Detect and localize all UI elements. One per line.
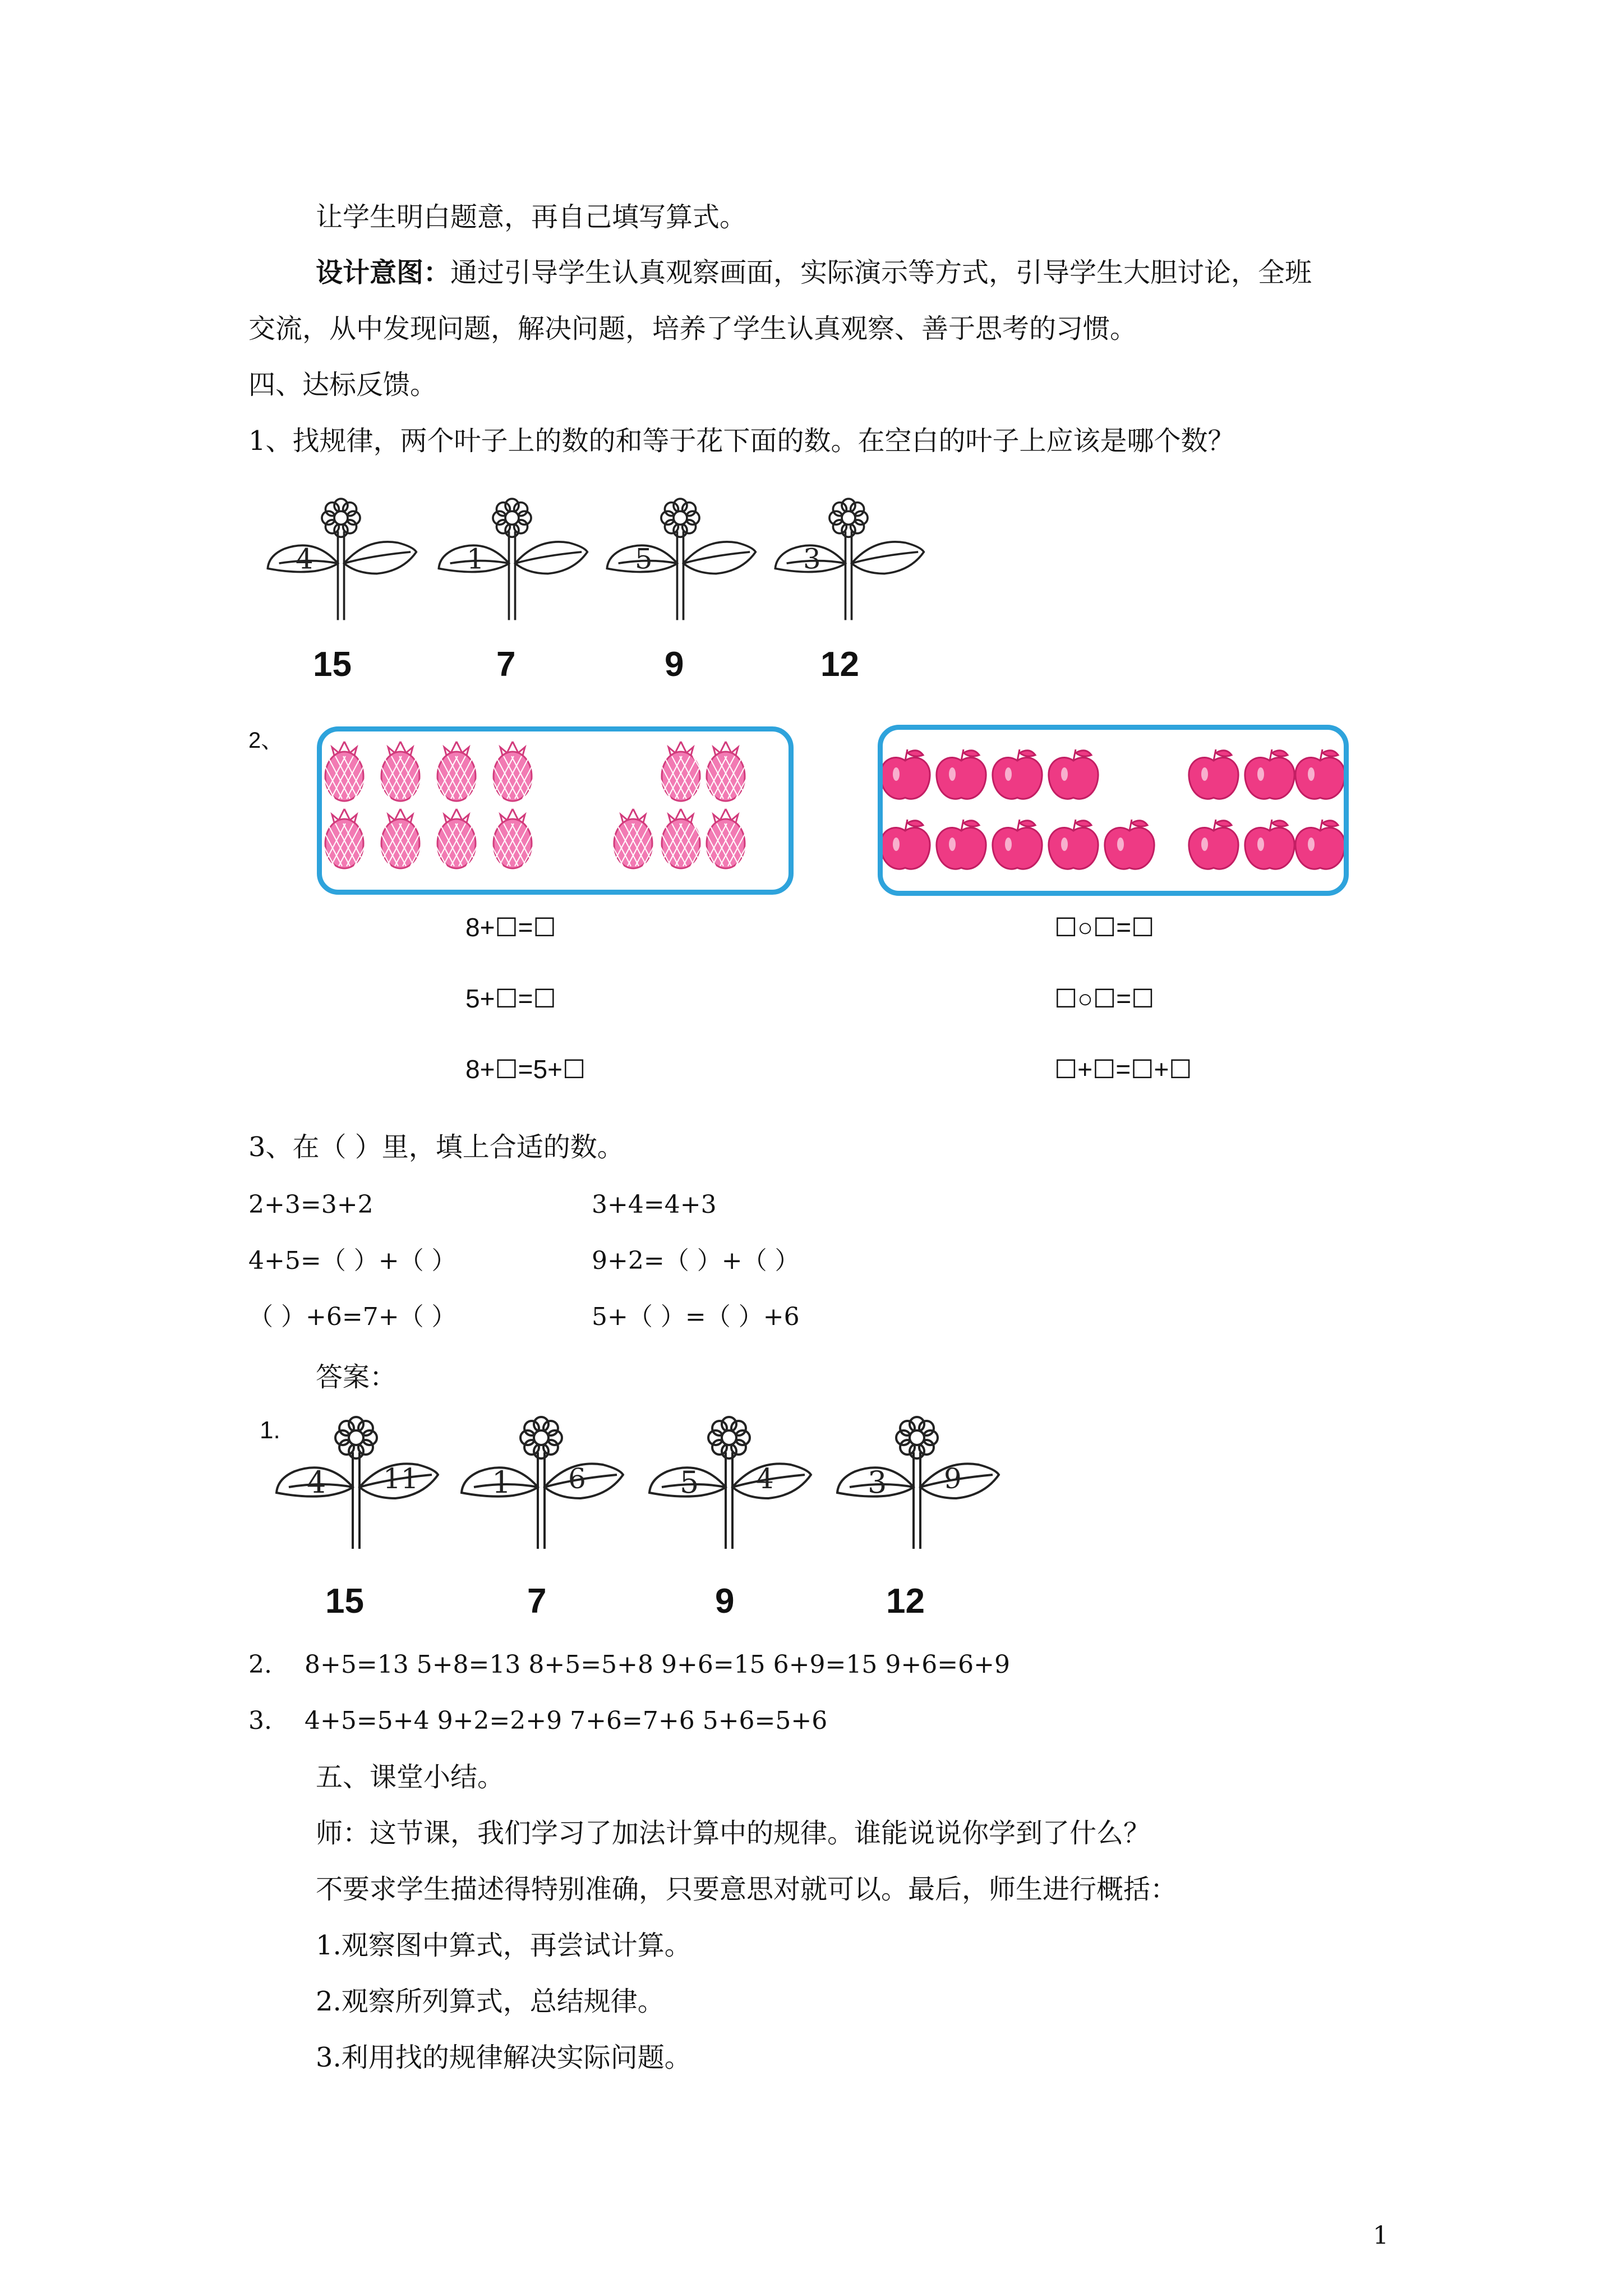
apple-7 [1295,749,1344,799]
answer-1-label: 1. [260,1416,280,1444]
q1-flower-total-1: 15 [313,645,352,684]
apple-2 [937,749,986,799]
q1-flower-3 [603,491,758,625]
apple-14 [1245,820,1294,869]
q3-row3-left: （ ）+6=7+（ ） [248,1303,457,1331]
apple-picture-frame [878,725,1349,896]
paragraph-instruction: 让学生明白题意，再自己填写算式。 [316,201,747,233]
design-intent-line2: 交流，从中发现问题，解决问题，培养了学生认真观察、善于思考的习惯。 [248,313,1137,344]
q1-leaf-left-4: 3 [803,542,821,576]
answer-heading: 答案： [316,1361,397,1393]
apple-12 [1105,820,1154,869]
q1-flower-total-3: 9 [665,645,684,684]
apple-10 [993,820,1042,869]
q3-row3-right: 5+（ ）=（ ）+6 [592,1303,800,1331]
apple-6 [1245,749,1294,799]
apple-1 [883,749,930,799]
question-1-text: 1、找规律，两个叶子上的数的和等于花下面的数。在空白的叶子上应该是哪个数？ [248,425,1235,457]
design-intent-text: 通过引导学生认真观察画面，实际演示等方式，引导学生大胆讨论，全班 [450,257,1312,288]
q1-leaf-left-1: 4 [296,542,313,576]
pineapple-6 [424,809,489,868]
q3-row1-left: 2+3=3+2 [248,1190,374,1219]
pineapple-picture-frame [317,726,794,895]
q2-left-equation-1: 8+☐=☐ [465,913,556,942]
q3-row2-right: 9+2=（ ）+（ ） [592,1246,800,1275]
apple-9 [937,820,986,869]
answer-leaf-left-1: 4 [307,1465,326,1500]
answer-3-label: 3. [248,1706,272,1735]
answer-3-text: 4+5=5+4 9+2=2+9 7+6=7+6 5+6=5+6 [305,1706,828,1735]
answer-leaf-left-3: 5 [680,1465,699,1500]
apple-11 [1049,820,1098,869]
summary-point-2: 2.观察所列算式，总结规律。 [316,1986,665,2017]
q1-flower-4 [771,491,926,625]
pineapple-7 [480,742,545,801]
answer-leaf-left-2: 1 [492,1465,511,1500]
pineapple-group [322,731,789,890]
answer-flower-total-4: 12 [886,1582,925,1621]
pineapple-13 [693,809,758,868]
design-intent-line1 [316,256,1312,289]
answer-leaf-right-3: 4 [756,1462,774,1495]
apple-15 [1295,820,1344,869]
q3-row1-right: 3+4=4+3 [592,1190,717,1219]
apple-13 [1189,820,1238,869]
summary-point-3: 3.利用找的规律解决实际问题。 [316,2042,691,2073]
q1-flower-2 [435,491,589,625]
q2-right-equation-2: ☐○☐=☐ [1054,984,1155,1013]
section-heading-4: 四、达标反馈。 [248,369,437,401]
section-heading-5: 五、课堂小结。 [316,1761,505,1793]
answer-flower-4 [833,1408,1001,1555]
q2-right-equation-1: ☐○☐=☐ [1054,913,1155,942]
teacher-quote: 师：这节课，我们学习了加法计算中的规律。谁能说说你学到了什么？ [316,1818,1151,1849]
answer-flower-1 [272,1408,440,1555]
page-number: 1 [1373,2221,1389,2250]
answer-leaf-right-1: 11 [383,1462,419,1495]
answer-flower-3 [645,1408,813,1555]
answer-2-text: 8+5=13 5+8=13 8+5=5+8 9+6=15 6+9=15 9+6=6+9 [305,1650,1010,1679]
pineapple-2 [322,809,377,868]
answer-flower-total-3: 9 [715,1582,735,1621]
apple-3 [993,749,1042,799]
q1-leaf-left-2: 1 [467,542,485,576]
apple-4 [1049,749,1098,799]
question-2-label: 2、 [248,728,284,753]
q2-left-equation-2: 5+☐=☐ [465,984,556,1013]
answer-flower-total-2: 7 [527,1582,547,1621]
apple-8 [883,820,930,869]
answer-leaf-right-4: 9 [944,1462,962,1495]
apple-5 [1189,749,1238,799]
pineapple-9 [648,742,713,801]
q2-right-equation-3: ☐+☐=☐+☐ [1054,1055,1192,1084]
pineapple-4 [368,809,433,868]
pineapple-3 [368,742,433,801]
q1-flower-1 [264,491,418,625]
pineapple-1 [322,742,377,801]
q1-flower-total-2: 7 [496,645,516,684]
answer-2-label: 2. [248,1650,272,1679]
design-intent-label: 设计意图： [316,257,451,288]
apple-group [883,730,1344,891]
pineapple-10 [693,742,758,801]
summary-intro: 不要求学生描述得特别准确，只要意思对就可以。最后，师生进行概括： [316,1874,1178,1905]
q1-leaf-left-3: 5 [635,542,653,576]
question-3-text: 3、在（ ）里，填上合适的数。 [248,1131,624,1163]
pineapple-5 [424,742,489,801]
answer-flower-2 [457,1408,625,1555]
q1-flower-total-4: 12 [820,645,859,684]
pineapple-8 [480,809,545,868]
answer-leaf-right-2: 6 [568,1462,586,1495]
q2-left-equation-3: 8+☐=5+☐ [465,1055,586,1084]
q3-row2-left: 4+5=（ ）+（ ） [248,1246,457,1275]
answer-leaf-left-4: 3 [868,1465,887,1500]
answer-flower-total-1: 15 [325,1582,364,1621]
summary-point-1: 1.观察图中算式，再尝试计算。 [316,1930,691,1961]
